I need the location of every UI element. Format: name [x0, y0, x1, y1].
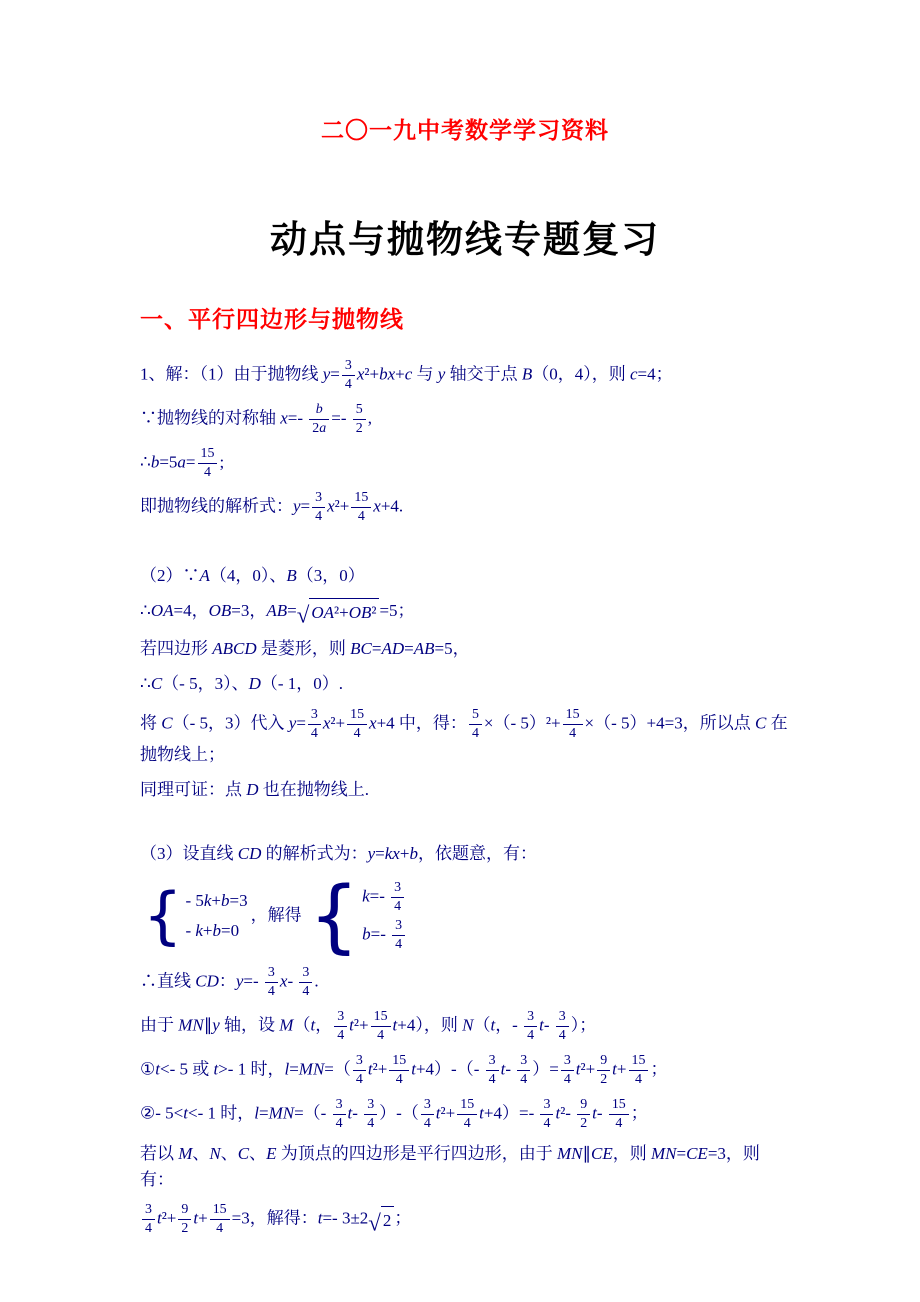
fraction: $\frac{5}{4}$	[468, 707, 483, 742]
math-line: ①t<- 5 或 t>- 1 时，l=MN=（ $\frac{3}{4}$ t²+ $\frac{15}{4}$ t+4）-（- $\frac{3}{4}$ t- $\frac{3}{4}$ ）= $\frac{3}{4}$ t²+ $\frac{9}{2}$ t+ $\frac{15}{4}$ ；	[140, 1052, 668, 1087]
fraction: $\frac{9}{2}$	[576, 1097, 591, 1132]
math-variable: B	[286, 566, 297, 586]
equation-row: - k+b=0	[185, 920, 240, 940]
math-variable: l	[254, 1103, 259, 1123]
math-variable: A	[199, 566, 210, 586]
math-variable: C	[754, 712, 767, 732]
math-variable: ABCD	[212, 638, 257, 658]
math-line: （3）设直线 CD 的解析式为：y=kx+b，依题意，有：	[140, 844, 537, 864]
math-variable: MN	[178, 1015, 204, 1035]
fraction: $\frac{3}{4}$	[390, 880, 405, 915]
math-variable: y	[437, 364, 446, 384]
math-variable: t	[435, 1103, 441, 1123]
math-variable: t	[156, 1208, 162, 1228]
math-variable: b	[315, 402, 323, 418]
fraction: $\frac{3}{4}$	[485, 1053, 500, 1088]
math-variable: t	[347, 1103, 353, 1123]
math-variable: bx	[379, 364, 396, 384]
math-variable: N	[209, 1143, 221, 1163]
math-line: 1、解：（1）由于抛物线 y= $\frac{3}{4}$ x²+bx+c 与 y 轴交于点 B（0，4），则 c=4；	[140, 358, 673, 393]
fraction: $\frac{15}{4}$	[350, 490, 372, 525]
math-variable: kx	[384, 844, 400, 864]
math-variable: M	[178, 1143, 193, 1163]
math-variable: a	[319, 421, 327, 437]
fraction: $\frac{15}{4}$	[628, 1053, 650, 1088]
radicand: 2	[381, 1206, 395, 1234]
math-variable: x	[356, 364, 365, 384]
fraction: $\frac{15}{4}$	[456, 1097, 478, 1132]
left-brace-icon: {	[308, 869, 360, 962]
fraction: $\frac{15}{4}$	[209, 1202, 231, 1237]
math-variable: b	[150, 452, 160, 472]
math-variable: MN	[268, 1103, 295, 1123]
math-line: ∴直线 CD：y=- $\frac{3}{4}$ x- $\frac{3}{4}$ .	[140, 964, 319, 999]
math-variable: CD	[195, 971, 219, 991]
math-variable: t	[411, 1059, 416, 1079]
fraction: $\frac{15}{4}$	[562, 707, 584, 742]
fraction: $\frac{3}{4}$	[311, 490, 326, 525]
math-variable: k	[195, 920, 203, 940]
fraction: $\frac{3}{4}$	[307, 707, 322, 742]
math-variable: x	[369, 712, 377, 732]
math-line: （2）∵A（4，0）、B（3，0）	[140, 566, 365, 586]
math-variable: MN	[557, 1143, 583, 1163]
math-variable: OB	[208, 601, 232, 621]
math-variable: b	[212, 920, 222, 940]
equation-row: b=- $\frac{3}{4}$	[362, 918, 407, 953]
math-variable: y	[322, 364, 331, 384]
fraction: $\frac{15}{4}$	[370, 1009, 392, 1044]
fraction: $\frac{3}{4}$	[539, 1097, 554, 1132]
math-variable: t	[479, 1103, 484, 1123]
math-variable: y	[367, 844, 376, 864]
math-variable: D	[248, 674, 261, 694]
fraction: $\frac{3}{4}$	[420, 1097, 435, 1132]
math-variable: AD	[381, 638, 405, 658]
math-line: 若以 M、N、C、E 为顶点的四边形是平行四边形，由于 MN∥CE，则 MN=CE=3，则有：	[140, 1143, 760, 1190]
equation-rows	[362, 877, 407, 956]
math-variable: M	[279, 1015, 294, 1035]
math-variable: b	[221, 891, 230, 911]
fraction: $\frac{9}{2}$	[177, 1202, 192, 1237]
math-variable: c	[629, 364, 638, 384]
doc-title: 动点与抛物线专题复习	[270, 219, 660, 260]
math-variable: B	[521, 364, 533, 384]
fraction: $\frac{3}{4}$	[141, 1202, 156, 1237]
math-variable: x	[279, 971, 288, 991]
fraction: $\frac{b}{2a}$	[308, 402, 330, 437]
left-brace-icon: {	[143, 879, 183, 953]
math-variable: t	[500, 1059, 506, 1079]
equation-row: k=- $\frac{3}{4}$	[362, 880, 407, 915]
math-variable: t	[317, 1208, 323, 1228]
fraction: $\frac{15}{4}$	[608, 1097, 630, 1132]
equation-system	[143, 879, 248, 953]
math-variable: y	[288, 712, 297, 732]
sqrt-radical	[296, 598, 380, 629]
math-variable: b	[409, 844, 418, 864]
math-variable: N	[462, 1015, 474, 1035]
math-line: ②- 5<t<- 1 时，l=MN=（- $\frac{3}{4}$ t- $\frac{3}{4}$ ）-（ $\frac{3}{4}$ t²+ $\frac{15}{4}$ t+4）=- $\frac{3}{4}$ t²- $\frac{9}{2}$ t- $\frac{15}{4}$ ；	[140, 1096, 648, 1131]
math-variable: CE	[686, 1143, 708, 1163]
fraction: $\frac{3}{4}$	[560, 1053, 575, 1088]
math-variable: C	[161, 712, 173, 732]
math-line: ∴C（- 5，3）、D（- 1，0）.	[140, 674, 344, 694]
fraction: $\frac{15}{4}$	[346, 707, 368, 742]
math-variable: E	[266, 1143, 277, 1163]
math-variable: t	[392, 1015, 398, 1035]
fraction: $\frac{3}{4}$	[391, 918, 406, 953]
math-variable: t	[592, 1103, 597, 1123]
math-variable: t	[213, 1059, 219, 1079]
sqrt-radical	[368, 1206, 394, 1234]
radical-sign-icon: √	[296, 603, 310, 629]
math-variable: x	[280, 408, 288, 428]
fraction: $\frac{3}{4}$	[516, 1053, 531, 1088]
math-variable: t	[575, 1059, 581, 1079]
math-variable: CE	[591, 1143, 613, 1163]
math-variable: k	[203, 891, 212, 911]
math-variable: C	[237, 1143, 250, 1163]
fraction: $\frac{5}{2}$	[352, 402, 367, 437]
math-variable: t	[155, 1059, 160, 1079]
math-line: 将 C（- 5，3）代入 y= $\frac{3}{4}$ x²+ $\frac{15}{4}$ x+4 中，得： $\frac{5}{4}$ ×（- 5）²+ $\frac{15}{4}$ ×（- 5）+4=3，所以点 C 在抛物线上；	[140, 706, 788, 764]
math-variable: l	[284, 1059, 290, 1079]
math-line: ∴OA=4，OB=3，AB=√ OA²+OB² =5；	[140, 598, 790, 626]
math-variable: t	[612, 1059, 617, 1079]
math-variable: t	[490, 1015, 496, 1035]
fraction: $\frac{3}{4}$	[341, 358, 356, 393]
math-variable: t	[349, 1015, 354, 1035]
math-variable: t	[310, 1015, 316, 1035]
math-variable: x	[373, 496, 381, 516]
math-variable: C	[150, 674, 163, 694]
fraction: $\frac{3}{4}$	[333, 1009, 348, 1044]
math-line: ∵抛物线的对称轴 x=- $\frac{b}{2a}$ =- $\frac{5}{2}$ ,	[140, 402, 372, 437]
math-line: 若四边形 ABCD 是菱形，则 BC=AD=AB=5，	[140, 638, 470, 658]
math-variable: MN	[650, 1143, 677, 1163]
math-variable: AB	[413, 638, 435, 658]
fraction: $\frac{3}{4}$	[555, 1009, 570, 1044]
math-variable: y	[293, 496, 301, 516]
math-line: ∴b=5a= $\frac{15}{4}$ ;	[140, 446, 225, 481]
math-line: 由于 MN∥y 轴，设 M（t， $\frac{3}{4}$ t²+ $\frac{15}{4}$ t+4），则 N（t，- $\frac{3}{4}$ t- $\frac{3}{4}$ ）；	[140, 1008, 597, 1043]
math-variable: OA	[150, 601, 174, 621]
math-variable: t	[539, 1015, 544, 1035]
fraction: $\frac{3}{4}$	[352, 1053, 367, 1088]
fraction: $\frac{15}{4}$	[388, 1053, 410, 1088]
math-content	[140, 358, 790, 1237]
math-variable: x	[322, 712, 331, 732]
fraction: $\frac{3}{4}$	[332, 1097, 347, 1132]
math-variable: b	[362, 924, 371, 944]
math-variable: t	[367, 1059, 373, 1079]
header-title: 二〇一九中考数学学习资料	[321, 117, 609, 143]
math-variable: CD	[237, 844, 262, 864]
equation-row: - 5k+b=3	[185, 891, 248, 911]
math-line: { - 5k+b=3 - k+b=0 ，解得 { k=- $\frac{3}{4}$ b=- $\frac{3}{4}$	[140, 877, 790, 956]
math-variable: x	[327, 496, 335, 516]
fraction: $\frac{15}{4}$	[197, 446, 219, 481]
math-line: 同理可证：点 D 也在抛物线上.	[140, 779, 370, 799]
math-variable: c	[404, 364, 413, 384]
math-line: 即抛物线的解析式：y= $\frac{3}{4}$ x²+ $\frac{15}{4}$ x+4.	[140, 490, 404, 525]
fraction: $\frac{9}{2}$	[596, 1053, 611, 1088]
math-variable: AB	[266, 601, 288, 621]
math-variable: OB	[348, 603, 372, 623]
math-variable: t	[183, 1103, 188, 1123]
section-heading: 一、平行四边形与抛物线	[140, 306, 404, 332]
math-variable: MN	[298, 1059, 325, 1079]
radical-sign-icon: √	[368, 1210, 381, 1236]
math-variable: OA	[311, 603, 334, 623]
equation-system	[308, 869, 407, 962]
math-variable: a	[177, 452, 186, 472]
radicand: OA²+OB²	[309, 598, 379, 626]
equation-rows	[185, 885, 247, 947]
math-variable: BC	[350, 638, 372, 658]
math-variable: y	[235, 971, 244, 991]
math-variable: y	[212, 1015, 220, 1035]
math-variable: t	[555, 1103, 561, 1123]
math-variable: D	[246, 779, 259, 799]
math-variable: k	[362, 885, 370, 905]
fraction: $\frac{3}{4}$	[363, 1097, 378, 1132]
fraction: $\frac{3}{4}$	[264, 965, 279, 1000]
fraction: $\frac{3}{4}$	[523, 1009, 538, 1044]
fraction: $\frac{3}{4}$	[298, 965, 313, 1000]
math-variable: t	[193, 1208, 199, 1228]
math-line: $\frac{3}{4}$ t²+ $\frac{9}{2}$ t+ $\frac{15}{4}$ =3，解得：t=- 3±2√ 2 ；	[140, 1202, 790, 1237]
